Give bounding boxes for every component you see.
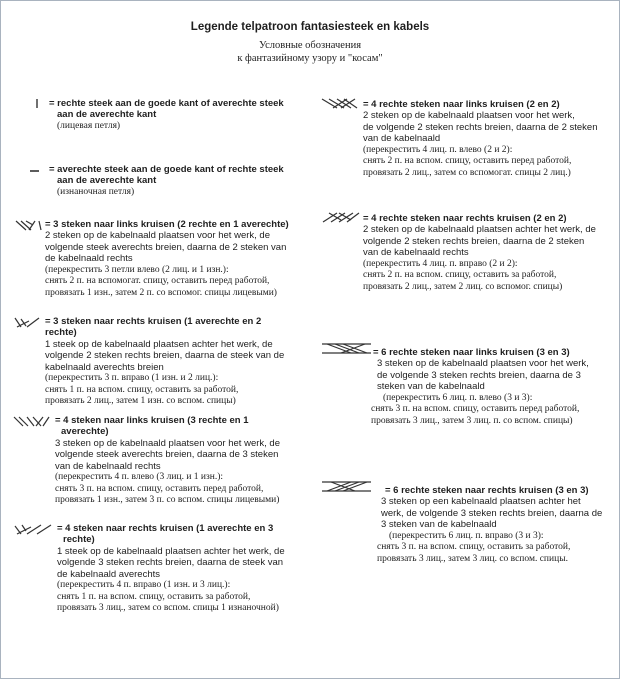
legend-entry-cross-6-left-3x3 (373, 347, 617, 427)
legend-entry-cross-3-right (45, 316, 311, 408)
entry-body: volgende 2 steken rechts breien, daarna de steek van de (45, 350, 285, 362)
entry-body: 1 steek op de kabelnaald plaatsen achter het werk, de (45, 338, 273, 350)
entry-body: volgende 3 steken rechts breien, daarna de steek van (57, 557, 284, 569)
entry-ru: провязать 2 лиц., затем 1 изн. со вспом. спицы) (45, 396, 236, 407)
entry-body: van de kabelnaald rechts (55, 460, 161, 472)
entry-ru: снять 2 п. на вспом. спицу, оставить за работой, (363, 270, 557, 281)
entry-ru: снять 3 п. на вспом. спицу, оставить перед работой, (371, 404, 580, 415)
entry-head: = 4 rechte steken naar rechts kruisen (2 en 2) (363, 213, 567, 224)
entry-ru: (перекрестить 4 п. вправо (1 изн. и 3 лиц.): (57, 580, 231, 591)
cross-4-right-icon (13, 523, 55, 537)
entry-body: 3 steken op de kabelnaald plaatsen voor het werk, (377, 358, 589, 370)
entry-head: = 6 rechte steken naar rechts kruisen (3 en 3) (385, 485, 589, 496)
entry-body: 1 steek op de kabelnaald plaatsen achter het werk, de (57, 545, 285, 557)
entry-body: kabelnaald averechts breien (45, 361, 164, 373)
knit-vertical-line-icon (33, 98, 41, 110)
entry-head: averechte) (61, 426, 109, 438)
entry-body: de kabelnaald rechts (45, 253, 133, 265)
entry-body: volgende steek averechts breien, daarna de 3 steken (55, 449, 279, 461)
entry-head: = 4 rechte steken naar links kruisen (2 en 2) (363, 99, 560, 110)
entry-ru: (перекрестить 4 п. влево (3 лиц. и 1 изн.): (55, 472, 224, 483)
entry-body: 2 steken op de kabelnaald plaatsen achter het werk, de (363, 224, 596, 236)
entry-ru: провязать 3 лиц., затем 3 лиц. п. со вспом. спицы) (371, 415, 573, 426)
entry-ru: (перекрестить 4 лиц. п. влево (2 и 2): (363, 144, 513, 155)
entry-ru: (перекрестить 3 п. вправо (1 изн. и 2 лиц.): (45, 373, 219, 384)
entry-head: rechte) (63, 534, 95, 546)
legend-entry-cross-4-right-2x2 (363, 213, 615, 293)
entry-ru: снять 3 п. на вспом. спицу, оставить перед работой, (55, 483, 264, 494)
cross-4-left-icon (13, 415, 51, 429)
entry-ru: (изнаночная петля) (57, 186, 135, 197)
cross-4-left-2x2-icon (321, 97, 359, 111)
cross-3-left-icon (15, 219, 43, 233)
entry-ru: провязать 3 лиц., затем со вспом. спицы 1 изнаночной) (57, 603, 279, 614)
entry-head: rechte) (45, 327, 77, 339)
cross-6-right-3x3-icon (321, 479, 373, 495)
subtitle-line: к фантазийному узору и "косам" (237, 53, 383, 64)
purl-dash-icon (29, 168, 41, 174)
entry-body: 2 steken op de kabelnaald plaatsen voor het werk, (363, 110, 575, 122)
entry-head: = 6 rechte steken naar links kruisen (3 en 3) (373, 347, 570, 358)
entry-body: van de kabelnaald rechts (363, 247, 469, 259)
entry-body: 3 steken van de kabelnaald (381, 519, 497, 531)
entry-body: de kabelnaald averechts (57, 568, 160, 580)
legend-entry-cross-6-right-3x3 (377, 485, 617, 565)
entry-head: = averechte steek aan de goede kant of rechte steek (49, 164, 284, 175)
entry-head: = 4 steken naar rechts kruisen (1 averechte en 3 (57, 523, 274, 534)
entry-ru: (перекрестить 6 лиц. п. влево (3 и 3): (383, 392, 533, 403)
cross-3-right-icon (13, 316, 41, 330)
entry-ru: (перекрестить 6 лиц. п. вправо (3 и 3): (389, 530, 544, 541)
entry-ru: провязать 2 лиц., затем со вспомогат. спицы 2 лиц.) (363, 167, 571, 178)
entry-ru: (перекрестить 3 петли влево (2 лиц. и 1 изн.): (45, 264, 229, 275)
page-subtitle (1, 39, 619, 65)
entry-head: = rechte steek aan de goede kant of averechte steek (49, 98, 284, 109)
entry-ru: провязать 2 лиц., затем 2 лиц. со вспомог. спицы) (363, 281, 563, 292)
entry-body: volgende 2 steken rechts breien, daarna de 2 steken (363, 235, 585, 247)
entry-ru: (лицевая петля) (57, 120, 121, 131)
entry-body: werk, de volgende 3 steken rechts breien, daarna de (381, 507, 603, 519)
entry-ru: снять 1 п. на вспом. спицу, оставить за работой, (57, 591, 251, 602)
entry-head: aan de averechte kant (57, 175, 157, 187)
entry-ru: (перекрестить 4 лиц. п. вправо (2 и 2): (363, 258, 518, 269)
page-title: Legende telpatroon fantasiesteek en kabels (190, 21, 430, 33)
entry-head: = 4 steken naar links kruisen (3 rechte en 1 (55, 415, 249, 426)
entry-body: 2 steken op de kabelnaald plaatsen voor het werk, de (45, 230, 270, 242)
legend-entry-cross-3-left (45, 219, 317, 299)
entry-ru: снять 2 п. на вспомогат. спицу, оставить перед работой, (45, 276, 270, 287)
legend-entry-purl (49, 164, 311, 198)
entry-body: volgende steek averechts breien, daarna de 2 steken van (45, 241, 287, 253)
cross-4-right-2x2-icon (321, 211, 361, 225)
entry-ru: провязать 1 изн., затем 3 п. со вспом. спицы лицевыми) (55, 495, 280, 506)
entry-body: de volgende 2 steken rechts breien, daarna de 2 steken (363, 121, 598, 133)
subtitle-line: Условные обозначения (258, 40, 362, 51)
entry-ru: снять 2 п. на вспом. спицу, оставить перед работой, (363, 156, 572, 167)
entry-ru: провязать 1 изн., затем 2 п. со вспомог. спицы лицевыми) (45, 287, 277, 298)
entry-body: steken van de kabelnaald (377, 381, 485, 393)
legend-entry-cross-4-right (57, 523, 315, 615)
entry-head: aan de averechte kant (57, 109, 157, 121)
entry-body: de volgende 3 steken rechts breien, daarna de 3 (377, 369, 581, 381)
legend-entry-cross-4-left-2x2 (363, 99, 615, 179)
legend-entry-knit (49, 98, 311, 132)
entry-ru: снять 3 п. на вспом. спицу, оставить за работой, (377, 542, 571, 553)
entry-body: 3 steken op de kabelnaald plaatsen voor het werk, de (55, 437, 280, 449)
entry-body: van de kabelnaald (363, 133, 441, 145)
entry-ru: снять 1 п. на вспом. спицу, оставить за работой, (45, 384, 239, 395)
legend-entry-cross-4-left (55, 415, 313, 507)
entry-body: 3 steken op een kabelnaald plaatsen achter het (381, 496, 581, 508)
entry-head: = 3 steken naar rechts kruisen (1 averechte en 2 (45, 316, 262, 327)
entry-head: = 3 steken naar links kruisen (2 rechte en 1 averechte) (45, 219, 289, 230)
entry-ru: провязать 3 лиц., затем 3 лиц. со вспом. спицы. (377, 553, 568, 564)
cross-6-left-3x3-icon (321, 341, 373, 357)
